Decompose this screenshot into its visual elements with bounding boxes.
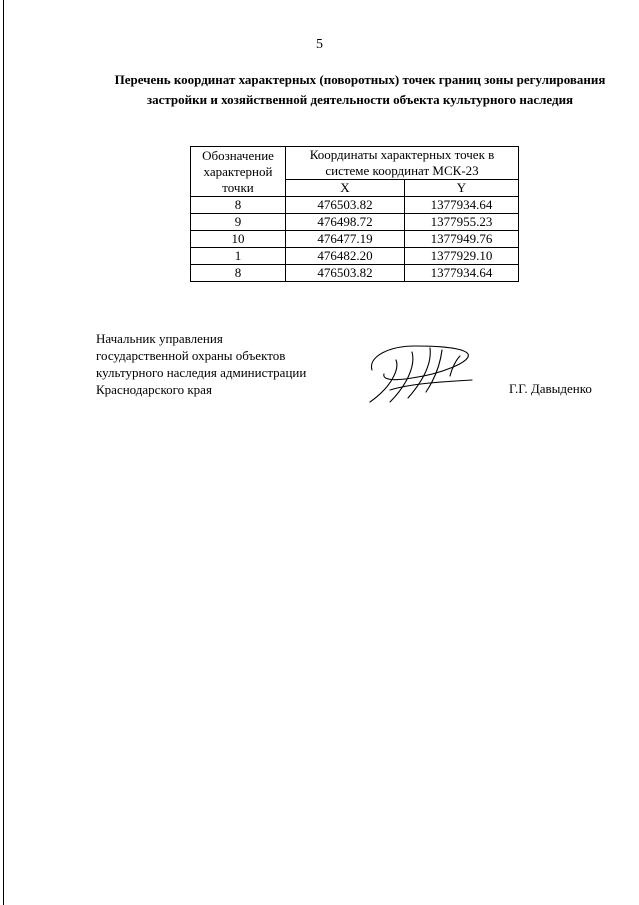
- document-title: Перечень координат характерных (поворотных) точек границ зоны регулирования застройки и хозяйственной деятельности объекта культурного наследия: [114, 72, 606, 107]
- position-line: Краснодарского края: [96, 382, 212, 397]
- coordinates-table: [190, 146, 519, 282]
- cell-point: 1: [191, 248, 286, 265]
- table-header-row: [191, 147, 519, 180]
- header-point-line: характерной: [203, 163, 273, 179]
- page-left-border: [3, 0, 4, 905]
- cell-y: 1377934.64: [405, 197, 519, 214]
- header-point-line: Обозначение: [202, 147, 274, 163]
- cell-x: 476482.20: [286, 248, 405, 265]
- table-row: [191, 231, 519, 248]
- header-point-line: точки: [222, 179, 254, 195]
- handwritten-signature: [360, 340, 475, 406]
- cell-y: 1377934.64: [405, 265, 519, 282]
- cell-point: 9: [191, 214, 286, 231]
- table-row: [191, 248, 519, 265]
- signatory-name: Г.Г. Давыденко: [509, 381, 592, 396]
- header-coords-line: Координаты характерных точек в: [309, 147, 495, 162]
- header-coords-line: системе координат МСК-23: [325, 163, 479, 178]
- table-row: [191, 197, 519, 214]
- cell-y: 1377949.76: [405, 231, 519, 248]
- cell-point: 10: [191, 231, 286, 248]
- table-row: [191, 265, 519, 282]
- header-y: Y: [405, 180, 519, 197]
- table-row: [191, 214, 519, 231]
- signatory-position: [96, 330, 306, 398]
- position-line: культурного наследия администрации: [96, 365, 307, 380]
- cell-y: 1377929.10: [405, 248, 519, 265]
- header-point-designation: [191, 147, 286, 197]
- cell-y: 1377955.23: [405, 214, 519, 231]
- header-x: X: [286, 180, 405, 197]
- position-line: Начальник управления: [96, 331, 223, 346]
- cell-x: 476477.19: [286, 231, 405, 248]
- cell-x: 476503.82: [286, 197, 405, 214]
- header-coordinates: [286, 147, 519, 180]
- cell-x: 476498.72: [286, 214, 405, 231]
- page-number: 5: [316, 37, 323, 52]
- cell-point: 8: [191, 265, 286, 282]
- position-line: государственной охраны объектов: [96, 348, 286, 363]
- cell-point: 8: [191, 197, 286, 214]
- cell-x: 476503.82: [286, 265, 405, 282]
